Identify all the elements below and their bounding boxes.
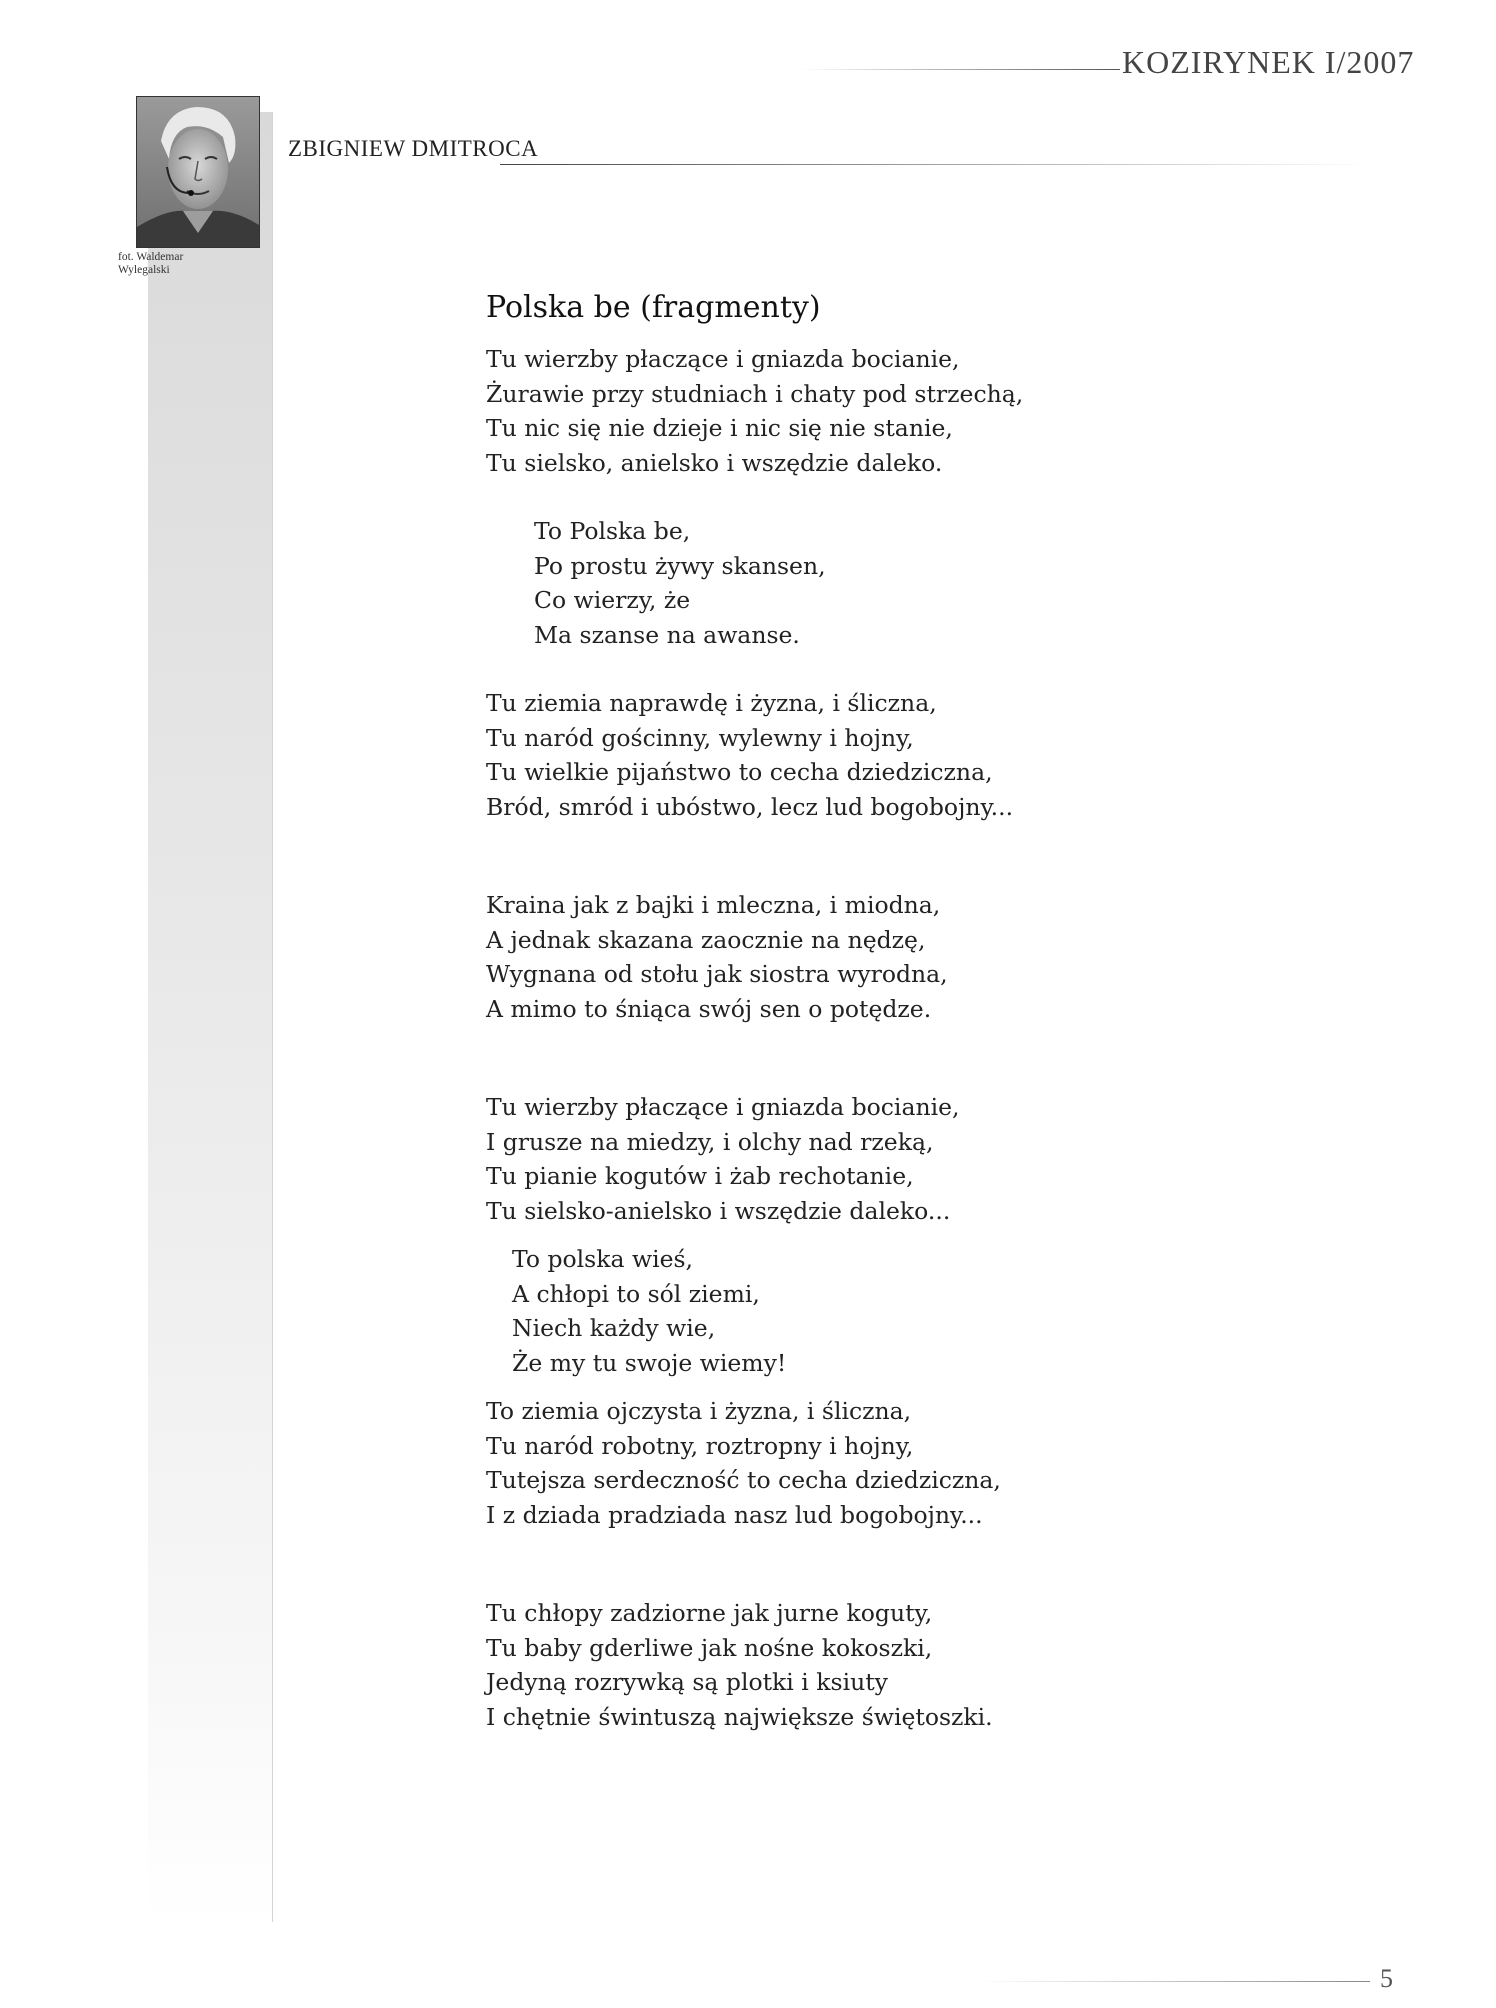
footer-rule (980, 1981, 1370, 1982)
poem-line: Tu naród robotny, roztropny i hojny, (486, 1431, 914, 1460)
poem-line: To ziemia ojczysta i żyzna, i śliczna, (486, 1397, 912, 1425)
poem-line: A chłopi to sól ziemi, (512, 1279, 760, 1308)
poem-line: Wygnana od stołu jak siostra wyrodna, (486, 960, 948, 988)
poem-line: I chętnie świntuszą największe świętoszki. (486, 1702, 993, 1731)
poem-line: A jednak skazana zaocznie na nędzę, (486, 925, 926, 954)
side-gradient-strip (148, 112, 273, 1922)
poem-line: Tu baby gderliwe jak nośne kokoszki, (486, 1633, 933, 1662)
poem-line: Tu wielkie pijaństwo to cecha dziedziczna, (486, 758, 993, 786)
stanza-4 (486, 888, 1206, 1026)
stanza-6 (486, 1242, 1206, 1380)
author-name-rule (500, 164, 1370, 165)
poem-line: Tu sielsko-anielsko i wszędzie daleko... (486, 1196, 951, 1225)
journal-title: KOZIRYNEK I/2007 (1122, 44, 1415, 80)
poem-line: Kraina jak z bajki i mleczna, i miodna, (486, 891, 941, 919)
poem-line: Tu nic się nie dzieje i nic się nie stanie, (486, 414, 953, 442)
poem-line: Jedyną rozrywką są plotki i ksiuty (486, 1668, 888, 1696)
author-name: ZBIGNIEW DMITROCA (288, 136, 539, 161)
journal-header-rule (800, 69, 1120, 70)
poem-line: Tutejsza serdeczność to cecha dziedziczna, (486, 1466, 1001, 1494)
stanza-7 (486, 1394, 1206, 1532)
poem-line: Tu wierzby płaczące i gniazda bocianie, (486, 1093, 960, 1121)
poem-line: Tu chłopy zadziorne jak jurne koguty, (486, 1599, 933, 1627)
poem-line: Tu pianie kogutów i żab rechotanie, (486, 1162, 914, 1190)
poem-line: Tu wierzby płaczące i gniazda bocianie, (486, 345, 960, 373)
poem-line: Bród, smród i ubóstwo, lecz lud bogobojny... (486, 792, 1014, 821)
author-portrait-image (137, 97, 259, 247)
poem-line: I z dziada pradziada nasz lud bogobojny... (486, 1500, 983, 1529)
stanza-2 (486, 514, 1206, 652)
photo-caption-line1: fot. Waldemar (118, 251, 184, 263)
stanza-3 (486, 686, 1206, 824)
poem-line: Ma szanse na awanse. (534, 620, 800, 649)
poem-line: Tu naród gościnny, wylewny i hojny, (486, 723, 914, 752)
poem-title: Polska be (fragmenty) (486, 290, 821, 325)
poem-line: To Polska be, (534, 517, 691, 545)
poem-line: Niech każdy wie, (512, 1314, 716, 1342)
poem-line: Tu sielsko, anielsko i wszędzie daleko. (486, 448, 943, 477)
poem-body (486, 342, 1206, 1734)
poem-line: A mimo to śniąca swój sen o potędze. (486, 994, 932, 1023)
poem-line: To polska wieś, (512, 1245, 694, 1273)
poem-line: Że my tu swoje wiemy! (512, 1348, 787, 1377)
photo-caption-line2: Wylegalski (118, 264, 170, 276)
poem-line: I grusze na miedzy, i olchy nad rzeką, (486, 1127, 934, 1156)
author-photo (136, 96, 260, 248)
stanza-1 (486, 342, 1206, 480)
stanza-8 (486, 1596, 1206, 1734)
page-number: 5 (1380, 1964, 1393, 1993)
photo-caption (118, 251, 238, 277)
poem-line: Co wierzy, że (534, 586, 691, 614)
poem-line: Żurawie przy studniach i chaty pod strzechą, (486, 379, 1024, 408)
poem-line: Tu ziemia naprawdę i żyzna, i śliczna, (486, 689, 937, 717)
stanza-5 (486, 1090, 1206, 1228)
poem-line: Po prostu żywy skansen, (534, 551, 826, 580)
